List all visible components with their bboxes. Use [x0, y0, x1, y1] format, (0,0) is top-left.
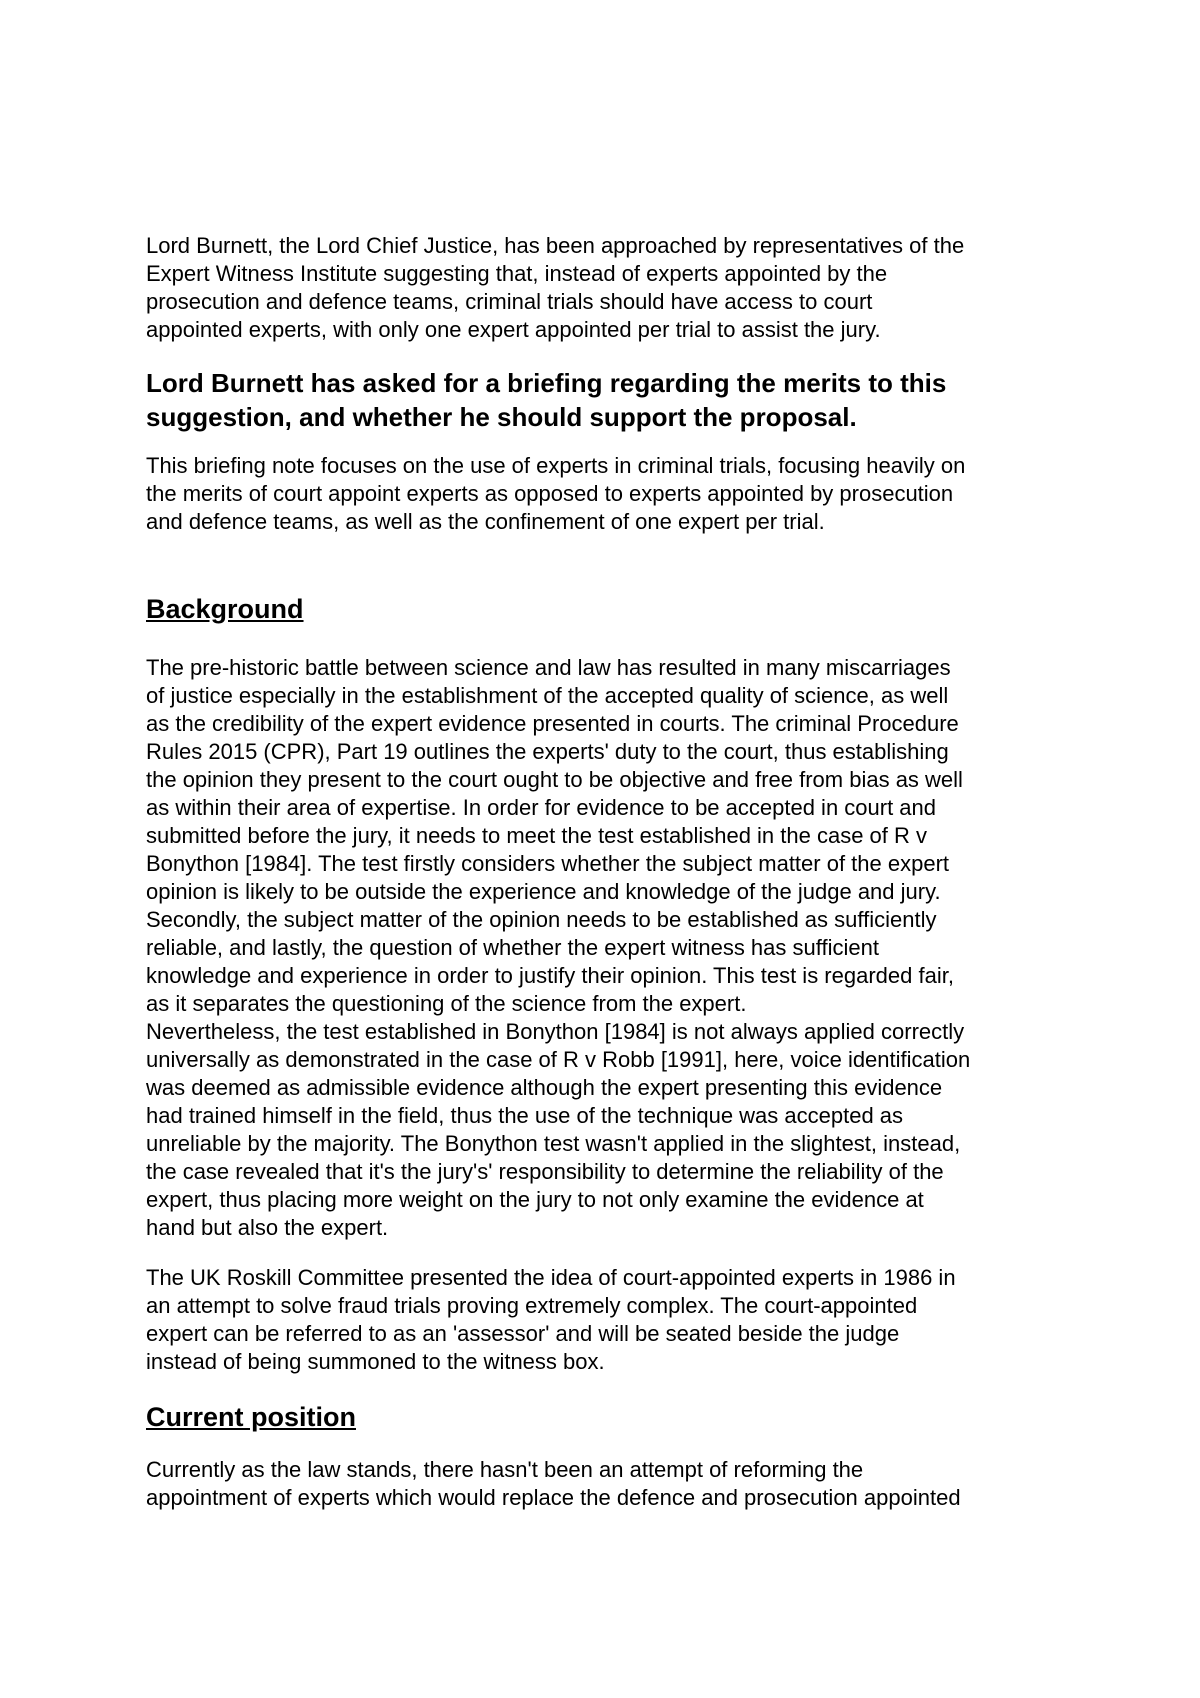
text-line: This briefing note focuses on the use of experts in criminal trials, focusing heavily on	[146, 453, 966, 478]
text-line: Lord Burnett has asked for a briefing regarding the merits to this	[146, 368, 947, 398]
text-line: unreliable by the majority. The Bonython test wasn't applied in the slightest, instead,	[146, 1131, 961, 1156]
text-line: submitted before the jury, it needs to meet the test established in the case of R v	[146, 823, 928, 848]
text-line: the opinion they present to the court ought to be objective and free from bias as well	[146, 767, 963, 792]
text-line: expert, thus placing more weight on the jury to not only examine the evidence at	[146, 1187, 924, 1212]
text-line: Lord Burnett, the Lord Chief Justice, has been approached by representatives of the	[146, 233, 965, 258]
text-line: hand but also the expert.	[146, 1215, 389, 1240]
text-line: Nevertheless, the test established in Bonython [1984] is not always applied correctly	[146, 1019, 965, 1044]
text-line: and defence teams, as well as the confinement of one expert per trial.	[146, 509, 825, 534]
text-line: Rules 2015 (CPR), Part 19 outlines the experts' duty to the court, thus establishing	[146, 739, 949, 764]
text-line: had trained himself in the field, thus the use of the technique was accepted as	[146, 1103, 904, 1128]
text-line: as it separates the questioning of the science from the expert.	[146, 991, 747, 1016]
text-line: knowledge and experience in order to justify their opinion. This test is regarded fair,	[146, 963, 954, 988]
text-line: universally as demonstrated in the case of R v Robb [1991], here, voice identification	[146, 1047, 971, 1072]
text-line: the merits of court appoint experts as opposed to experts appointed by prosecution	[146, 481, 954, 506]
text-line: Currently as the law stands, there hasn't been an attempt of reforming the	[146, 1457, 864, 1482]
current-position-heading: Current position	[146, 1402, 356, 1432]
focus-paragraph	[146, 452, 1066, 536]
current-position-paragraph	[146, 1456, 1066, 1512]
intro-paragraph	[146, 232, 1066, 344]
text-line: of justice especially in the establishment of the accepted quality of science, as well	[146, 683, 949, 708]
text-line: Bonython [1984]. The test firstly considers whether the subject matter of the expert	[146, 851, 950, 876]
text-line: opinion is likely to be outside the experience and knowledge of the judge and jury.	[146, 879, 941, 904]
text-line: The UK Roskill Committee presented the idea of court-appointed experts in 1986 in	[146, 1265, 956, 1290]
text-line: Secondly, the subject matter of the opinion needs to be established as sufficiently	[146, 907, 937, 932]
text-line: prosecution and defence teams, criminal trials should have access to court	[146, 289, 873, 314]
lead-question	[146, 366, 1066, 434]
text-line: the case revealed that it's the jury's' responsibility to determine the reliability of the	[146, 1159, 944, 1184]
text-line: appointed experts, with only one expert appointed per trial to assist the jury.	[146, 317, 881, 342]
text-line: appointment of experts which would replace the defence and prosecution appointed	[146, 1485, 961, 1510]
background-paragraph-2	[146, 1264, 1066, 1376]
text-line: instead of being summoned to the witness box.	[146, 1349, 605, 1374]
text-line: expert can be referred to as an 'assessor' and will be seated beside the judge	[146, 1321, 900, 1346]
text-line: as within their area of expertise. In order for evidence to be accepted in court and	[146, 795, 937, 820]
document-body	[146, 232, 1066, 1512]
text-line: suggestion, and whether he should support the proposal.	[146, 402, 857, 432]
text-line: The pre-historic battle between science and law has resulted in many miscarriages	[146, 655, 951, 680]
background-paragraph-1	[146, 654, 1066, 1242]
text-line: reliable, and lastly, the question of whether the expert witness has sufficient	[146, 935, 879, 960]
text-line: an attempt to solve fraud trials proving extremely complex. The court-appointed	[146, 1293, 918, 1318]
text-line: was deemed as admissible evidence although the expert presenting this evidence	[146, 1075, 943, 1100]
background-heading: Background	[146, 594, 304, 624]
text-line: as the credibility of the expert evidence presented in courts. The criminal Procedure	[146, 711, 959, 736]
text-line: Expert Witness Institute suggesting that, instead of experts appointed by the	[146, 261, 888, 286]
